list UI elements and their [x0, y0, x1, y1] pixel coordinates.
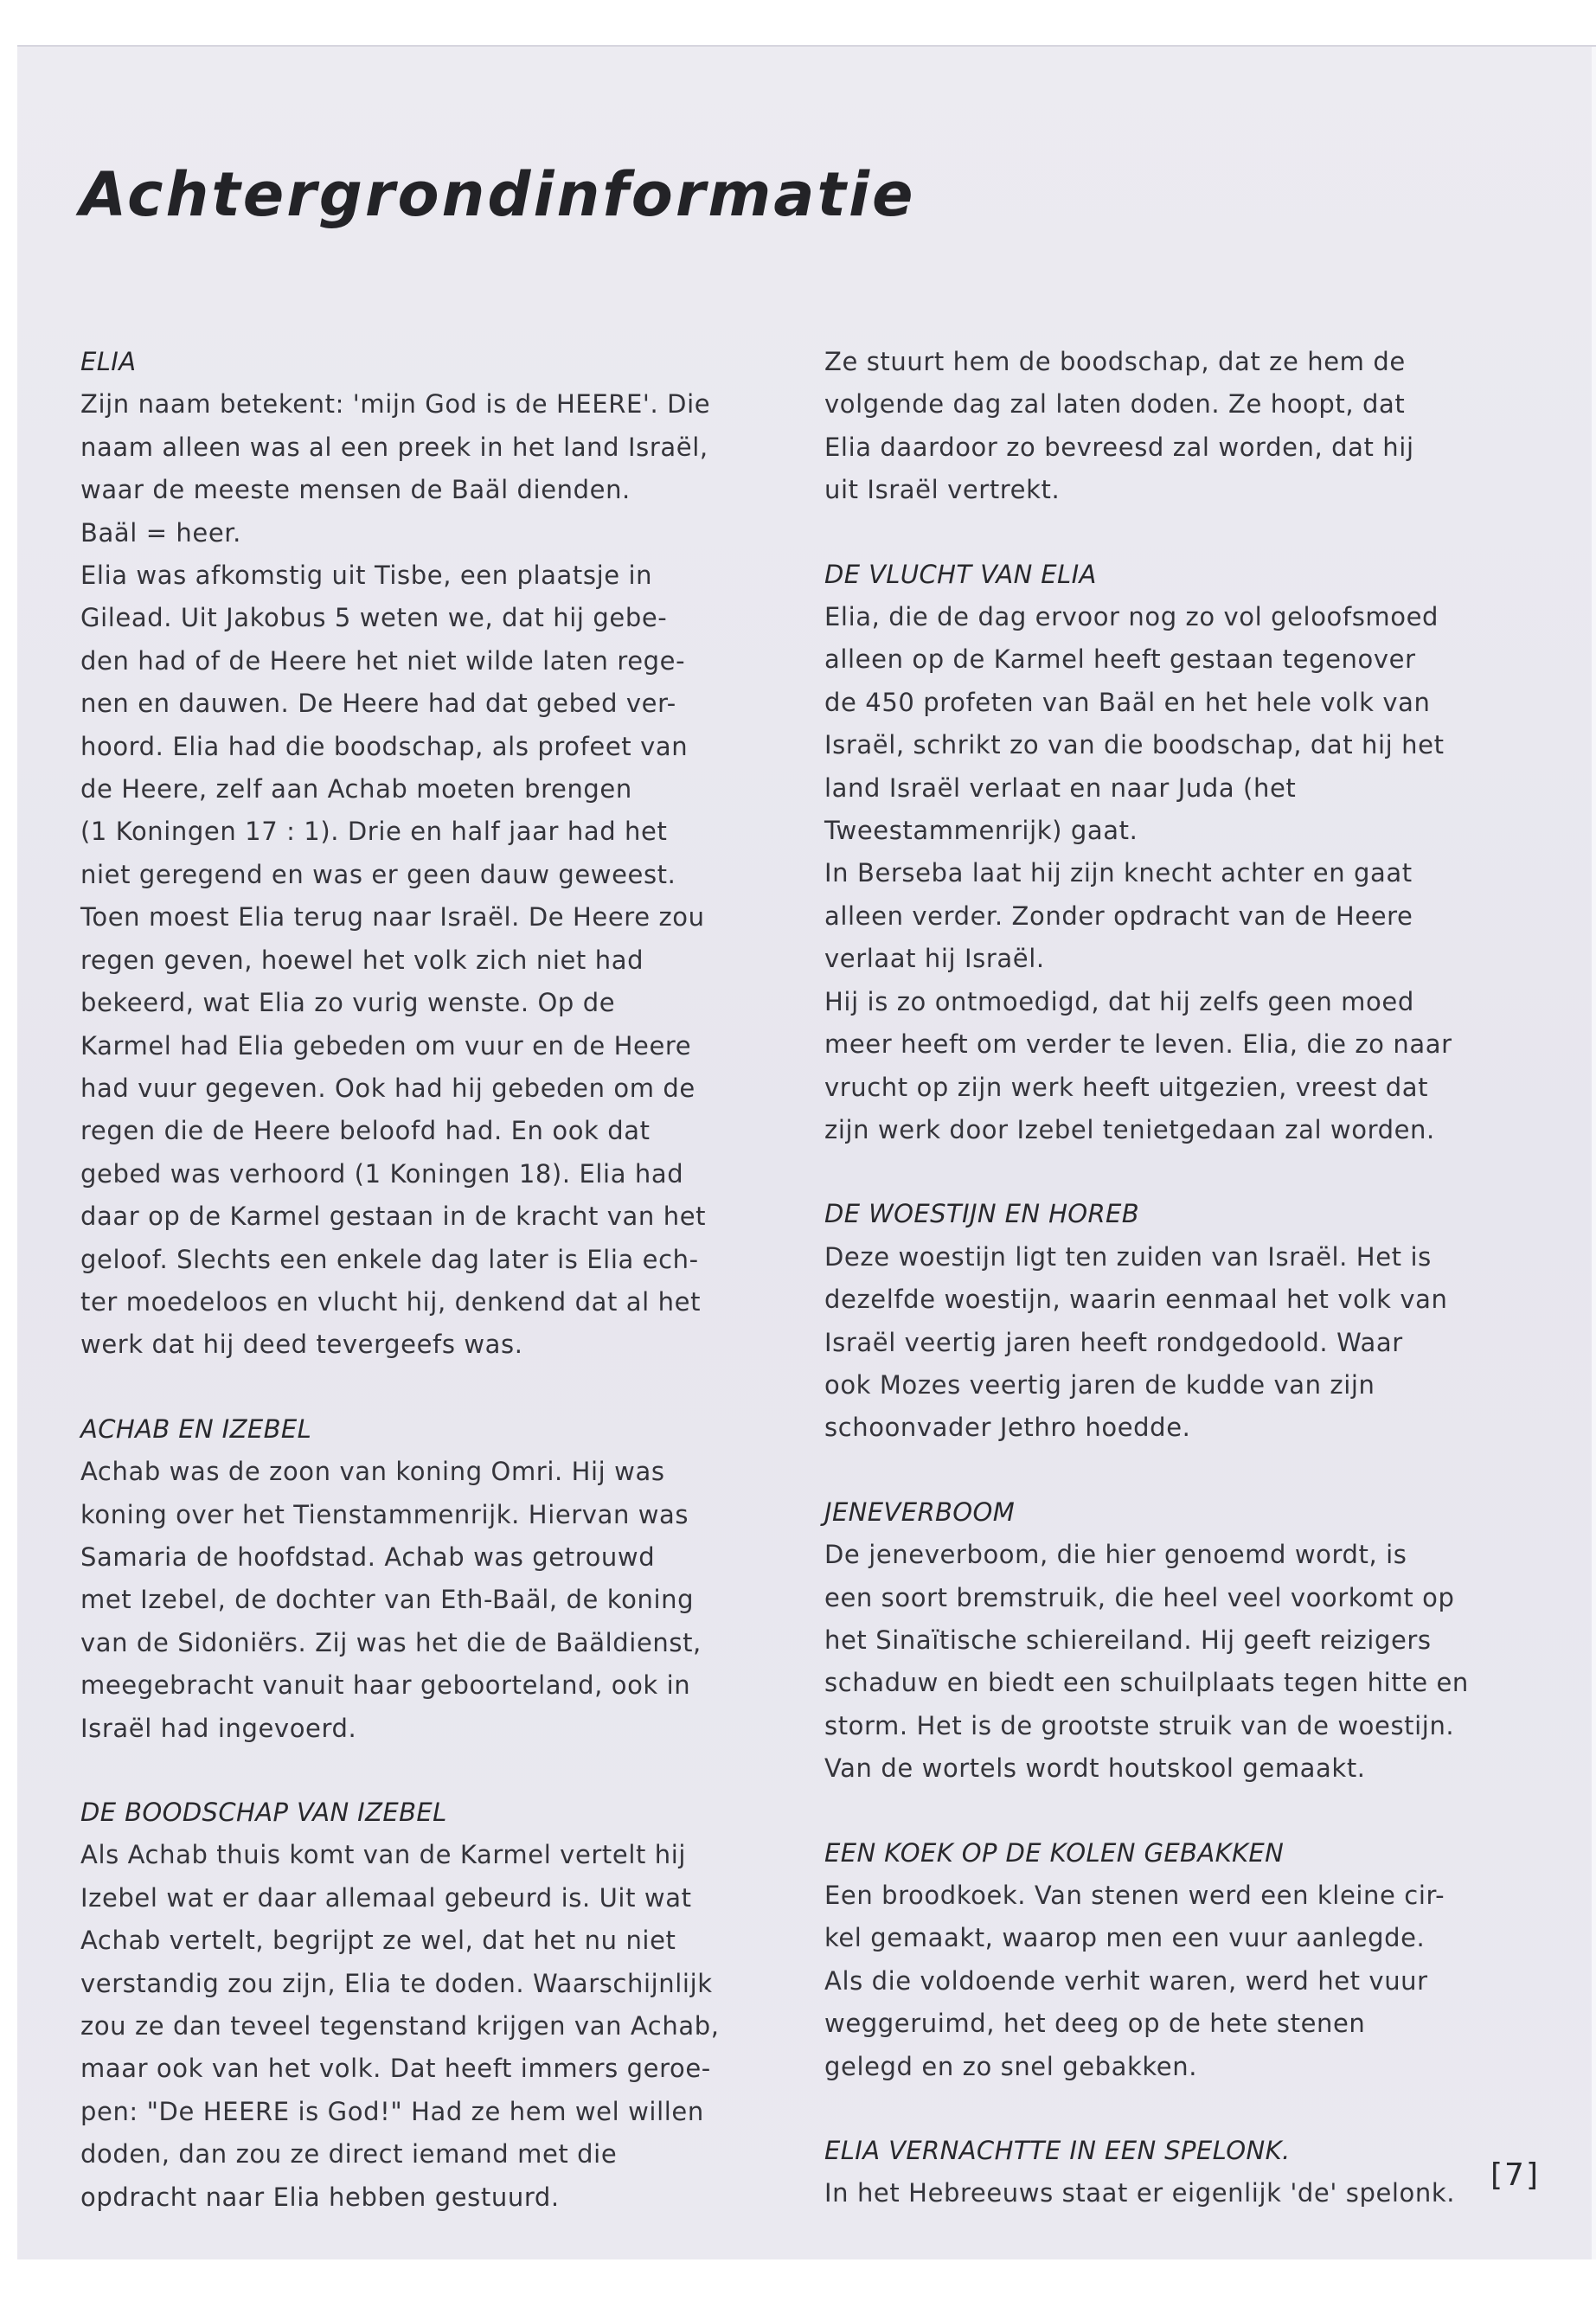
article-section	[824, 554, 1482, 1152]
text-line: Hij is zo ontmoedigd, dat hij zelfs geen moed	[824, 986, 1414, 1016]
text-line: volgende dag zal laten doden. Ze hoopt, dat	[824, 389, 1406, 420]
section-body	[824, 1875, 1482, 2088]
text-line: kel gemaakt, waarop men een vuur aanlegde.	[824, 1923, 1426, 1953]
text-line: daar op de Karmel gestaan in de kracht van het	[80, 1202, 707, 1232]
text-line: Gilead. Uit Jakobus 5 weten we, dat hij gebe-	[80, 603, 668, 633]
section-body	[824, 341, 1482, 512]
text-line: Een broodkoek. Van stenen werd een kleine cir-	[824, 1881, 1445, 1910]
text-line: Samaria de hoofdstad. Achab was getrouwd	[80, 1541, 656, 1572]
section-heading: DE BOODSCHAP VAN IZEBEL	[80, 1798, 447, 1827]
text-line: storm. Het is de grootste struik van de woestijn.	[824, 1710, 1455, 1740]
text-line: verstandig zou zijn, Elia te doden. Waarschijnlijk	[80, 1968, 713, 1998]
text-line: opdracht naar Elia hebben gestuurd.	[80, 2182, 560, 2212]
text-line: weggeruimd, het deeg op de hete stenen	[824, 2009, 1366, 2039]
text-line: niet geregend en was er geen dauw geweest.	[80, 859, 676, 889]
section-heading: DE VLUCHT VAN ELIA	[824, 559, 1097, 589]
text-line: gebed was verhoord (1 Koningen 18). Elia had	[80, 1158, 684, 1189]
text-line: In Berseba laat hij zijn knecht achter en gaat	[824, 858, 1413, 888]
section-heading: ELIA	[80, 347, 137, 376]
text-line: doden, dan zou ze direct iemand met die	[80, 2139, 618, 2170]
text-line: gelegd en zo snel gebakken.	[824, 2051, 1198, 2081]
text-line: regen geven, hoewel het volk zich niet had	[80, 945, 644, 975]
text-line: de 450 profeten van Baäl en het hele volk van	[824, 687, 1431, 717]
text-line: de Heere, zelf aan Achab moeten brengen	[80, 774, 632, 804]
right-column	[824, 341, 1482, 2257]
text-line: Achab vertelt, begrijpt ze wel, dat het nu niet	[80, 1926, 676, 1956]
text-line: Elia was afkomstig uit Tisbe, een plaatsje in	[80, 561, 653, 591]
text-line: een soort bremstruik, die heel veel voorkomt op	[824, 1582, 1455, 1612]
text-line: In het Hebreeuws staat er eigenlijk 'de' spelonk.	[824, 2178, 1456, 2208]
article-section	[824, 1832, 1482, 2088]
text-line: Tweestammenrijk) gaat.	[824, 816, 1138, 846]
text-line: Achab was de zoon van koning Omri. Hij was	[80, 1457, 665, 1487]
text-line: Als Achab thuis komt van de Karmel vertelt hij	[80, 1840, 687, 1870]
section-heading: JENEVERBOOM	[824, 1497, 1016, 1527]
text-line: Toen moest Elia terug naar Israël. De Heere zou	[80, 902, 705, 933]
text-line: Israël veertig jaren heeft rondgedoold. Waar	[824, 1327, 1403, 1357]
text-line: vrucht op zijn werk heeft uitgezien, vreest dat	[824, 1072, 1429, 1102]
text-line: pen: "De HEERE is God!" Had ze hem wel willen	[80, 2096, 704, 2126]
text-line: Deze woestijn ligt ten zuiden van Israël. Het is	[824, 1241, 1432, 1272]
left-column	[80, 341, 755, 2260]
text-line: naam alleen was al een preek in het land Israël,	[80, 432, 708, 462]
text-line: schoonvader Jethro hoedde.	[824, 1413, 1191, 1443]
text-line: met Izebel, de dochter van Eth-Baäl, de koning	[80, 1585, 695, 1615]
text-line: Ze stuurt hem de boodschap, dat ze hem de	[824, 347, 1406, 376]
text-line: koning over het Tienstammenrijk. Hiervan was	[80, 1499, 689, 1529]
article-section	[80, 1408, 755, 1750]
text-line: dezelfde woestijn, waarin eenmaal het volk van	[824, 1285, 1448, 1315]
text-line: nen en dauwen. De Heere had dat gebed ver-	[80, 689, 676, 719]
text-line: geloof. Slechts een enkele dag later is Elia ech-	[80, 1244, 699, 1274]
section-body	[80, 1834, 755, 2219]
text-line: verlaat hij Israël.	[824, 944, 1045, 974]
text-line: Zijn naam betekent: 'mijn God is de HEERE'. Die	[80, 389, 711, 420]
text-line: Elia, die de dag ervoor nog zo vol geloofsmoed	[824, 602, 1439, 632]
text-line: maar ook van het volk. Dat heeft immers geroe-	[80, 2054, 711, 2084]
text-line: zou ze dan teveel tegenstand krijgen van Achab,	[80, 2011, 720, 2041]
page-edge	[1592, 47, 1596, 2259]
text-line: waar de meeste mensen de Baäl dienden.	[80, 475, 631, 505]
page-title: Achtergrondinformatie	[80, 159, 916, 230]
text-line: Izebel wat er daar allemaal gebeurd is. Uit wat	[80, 1882, 692, 1913]
text-line: ter moedeloos en vlucht hij, denkend dat al het	[80, 1286, 702, 1317]
article-section	[824, 1193, 1482, 1449]
text-line: had vuur gegeven. Ook had hij gebeden om de	[80, 1073, 695, 1103]
text-line: (1 Koningen 17 : 1). Drie en half jaar had het	[80, 817, 668, 847]
section-body	[80, 383, 755, 1366]
article-section	[824, 2130, 1482, 2215]
text-line: meegebracht vanuit haar geboorteland, ook in	[80, 1670, 691, 1701]
text-line: Baäl = heer.	[80, 517, 241, 548]
text-line: Karmel had Elia gebeden om vuur en de Heere	[80, 1030, 692, 1061]
article-section	[80, 341, 755, 1367]
text-line: ook Mozes veertig jaren de kudde van zijn	[824, 1369, 1375, 1400]
section-body	[824, 2172, 1482, 2214]
text-line: werk dat hij deed tevergeefs was.	[80, 1330, 523, 1360]
text-line: Van de wortels wordt houtskool gemaakt.	[824, 1753, 1366, 1784]
text-line: Elia daardoor zo bevreesd zal worden, dat hij	[824, 432, 1414, 462]
text-line: den had of de Heere het niet wilde laten rege-	[80, 645, 686, 676]
text-line: Israël had ingevoerd.	[80, 1713, 357, 1743]
section-body	[824, 1534, 1482, 1790]
section-heading: EEN KOEK OP DE KOLEN GEBAKKEN	[824, 1837, 1285, 1868]
text-line: regen die de Heere beloofd had. En ook dat	[80, 1116, 651, 1146]
section-body	[824, 1236, 1482, 1450]
page	[17, 45, 1596, 2259]
text-line: Israël, schrikt zo van die boodschap, dat hij het	[824, 730, 1445, 760]
article-section	[824, 1491, 1482, 1791]
text-line: alleen verder. Zonder opdracht van de Heere	[824, 901, 1413, 931]
text-line: hoord. Elia had die boodschap, als profeet van	[80, 731, 689, 761]
text-line: uit Israël vertrekt.	[824, 475, 1061, 505]
text-line: alleen op de Karmel heeft gestaan tegenover	[824, 644, 1416, 675]
section-heading: DE WOESTIJN EN HOREB	[824, 1199, 1140, 1229]
text-line: Als die voldoende verhit waren, werd het vuur	[824, 1965, 1428, 1996]
article-section	[80, 1791, 755, 2219]
text-line: zijn werk door Izebel tenietgedaan zal worden.	[824, 1114, 1435, 1144]
text-line: het Sinaïtische schiereiland. Hij geeft reizigers	[824, 1625, 1432, 1655]
page-number: [7]	[1490, 2157, 1540, 2193]
section-heading: ACHAB EN IZEBEL	[80, 1413, 312, 1444]
text-line: schaduw en biedt een schuilplaats tegen hitte en	[824, 1668, 1469, 1698]
text-line: bekeerd, wat Elia zo vurig wenste. Op de	[80, 988, 616, 1018]
text-line: van de Sidoniërs. Zij was het die de Baäldienst,	[80, 1627, 702, 1657]
section-heading: ELIA VERNACHTTE IN EEN SPELONK.	[824, 2136, 1291, 2166]
section-body	[80, 1451, 755, 1750]
text-line: meer heeft om verder te leven. Elia, die zo naar	[824, 1029, 1452, 1060]
text-line: land Israël verlaat en naar Juda (het	[824, 772, 1297, 803]
article-section	[824, 341, 1482, 512]
section-body	[824, 596, 1482, 1151]
text-line: De jeneverboom, die hier genoemd wordt, is	[824, 1540, 1407, 1570]
